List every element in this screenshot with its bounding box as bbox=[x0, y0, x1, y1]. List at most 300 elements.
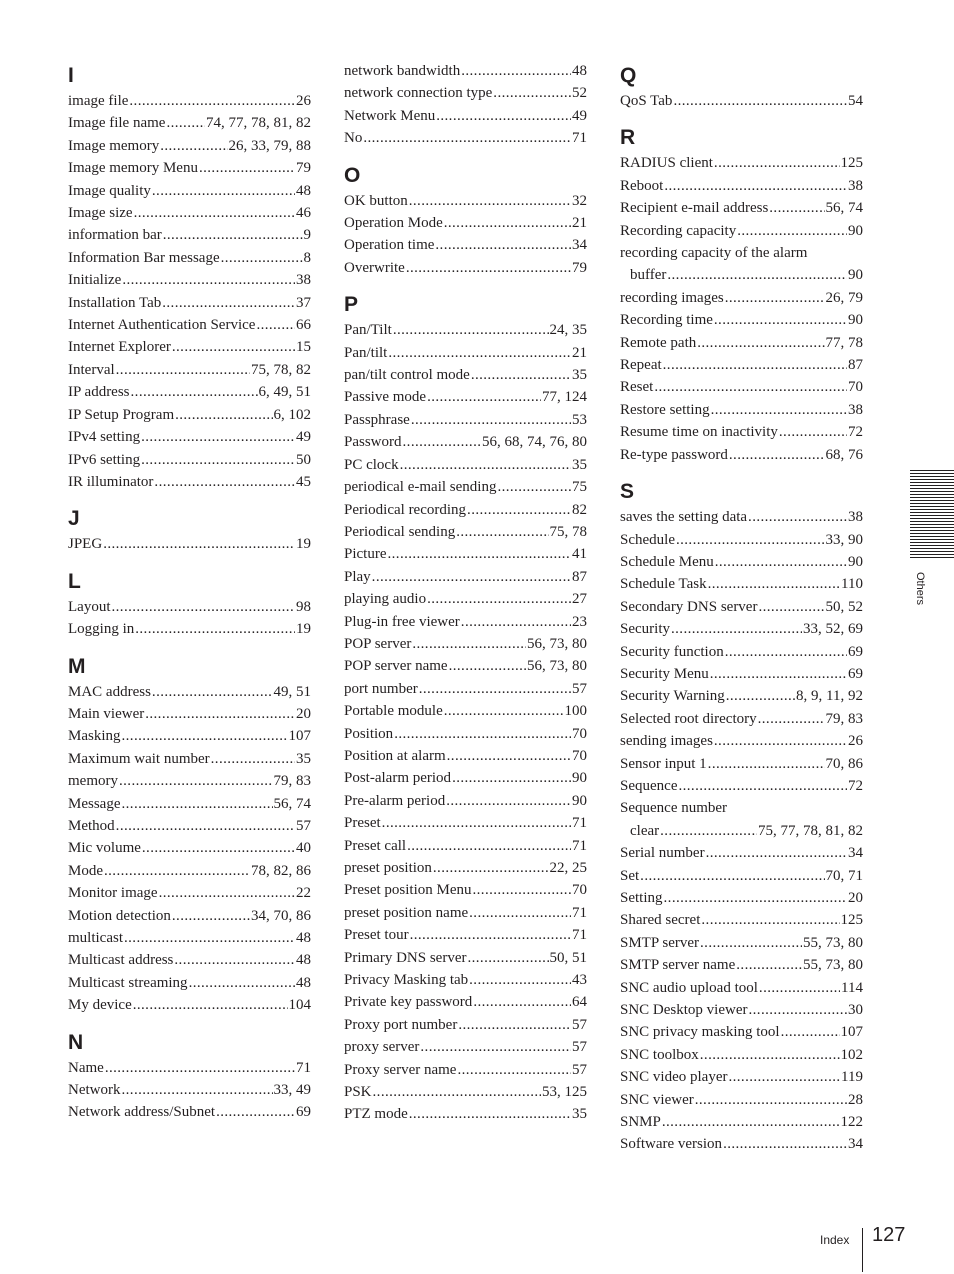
index-entry bbox=[620, 932, 863, 954]
index-entry-pages: 70 bbox=[572, 882, 587, 899]
section-letter: S bbox=[620, 480, 635, 504]
index-entry bbox=[344, 431, 587, 453]
index-entry bbox=[68, 449, 311, 471]
dot-leader bbox=[467, 947, 548, 969]
index-entry-term: Layout bbox=[68, 598, 111, 615]
index-column-1 bbox=[68, 60, 311, 1132]
dot-leader bbox=[736, 954, 802, 976]
index-section bbox=[620, 64, 863, 120]
index-entry-term: Reset bbox=[620, 379, 654, 396]
index-entry bbox=[68, 837, 311, 859]
index-entry-pages: 26, 79 bbox=[825, 289, 863, 306]
index-entry-term: QoS Tab bbox=[620, 93, 673, 109]
index-entry bbox=[68, 426, 311, 448]
index-entry bbox=[344, 700, 587, 722]
index-entry bbox=[344, 257, 587, 279]
dot-leader bbox=[469, 969, 571, 991]
index-entry bbox=[344, 1036, 587, 1058]
index-entry-term: recording capacity of the alarm bbox=[620, 245, 808, 262]
index-entry-pages: 22 bbox=[296, 885, 311, 902]
index-entry-pages: 35 bbox=[572, 456, 587, 473]
tab-rule-line bbox=[910, 545, 954, 546]
dot-leader bbox=[163, 224, 303, 246]
dot-leader bbox=[119, 770, 273, 792]
index-entry-term: IP address bbox=[68, 384, 130, 401]
index-entry-pages: 102 bbox=[840, 1046, 863, 1063]
section-spacer bbox=[620, 466, 863, 474]
dot-leader bbox=[131, 381, 258, 403]
index-entry-pages: 23 bbox=[572, 613, 587, 630]
index-entry-term: preset position bbox=[344, 860, 432, 876]
index-entry-term: Recording capacity bbox=[620, 222, 737, 239]
index-entry bbox=[620, 573, 863, 595]
index-entry bbox=[620, 1133, 863, 1155]
tab-rule-line bbox=[910, 539, 954, 540]
dot-leader bbox=[394, 723, 571, 745]
index-entry bbox=[344, 588, 587, 610]
index-entry bbox=[68, 927, 311, 949]
index-entry-term: Proxy server name bbox=[344, 1061, 457, 1078]
index-entry bbox=[344, 947, 587, 969]
index-entry-term: network bandwidth bbox=[344, 63, 461, 79]
index-column-2 bbox=[344, 60, 587, 1134]
index-entry bbox=[620, 663, 863, 685]
section-letter: M bbox=[68, 654, 86, 678]
dot-leader bbox=[152, 180, 295, 202]
index-entry-term: Re-type password bbox=[620, 446, 728, 463]
index-entry-pages: 27 bbox=[572, 591, 587, 608]
dot-leader bbox=[141, 426, 295, 448]
index-entry bbox=[68, 381, 311, 403]
index-entry-pages: 110 bbox=[841, 576, 863, 593]
index-entry-pages: 75, 78, 82 bbox=[251, 361, 311, 378]
index-entry bbox=[344, 835, 587, 857]
index-entry-term: IP Setup Program bbox=[68, 406, 175, 423]
dot-leader bbox=[662, 1111, 840, 1133]
index-entry-pages: 56, 73, 80 bbox=[527, 635, 587, 652]
index-entry-pages: 87 bbox=[572, 568, 587, 585]
dot-leader bbox=[493, 82, 571, 104]
index-entry bbox=[344, 924, 587, 946]
index-entry-pages: 30 bbox=[848, 1002, 863, 1019]
index-entry-pages: 38 bbox=[848, 401, 863, 418]
tab-rule-line bbox=[910, 506, 954, 507]
dot-leader bbox=[363, 127, 571, 149]
section-spacer bbox=[344, 279, 587, 287]
index-entry-term: Pre-alarm period bbox=[344, 792, 446, 809]
index-entry bbox=[68, 618, 311, 640]
section-letter: R bbox=[620, 126, 636, 150]
index-entry bbox=[344, 969, 587, 991]
tab-rule-line bbox=[910, 524, 954, 525]
index-entry-term: information bar bbox=[68, 227, 162, 244]
section-spacer bbox=[620, 112, 863, 120]
dot-leader bbox=[471, 364, 571, 386]
index-entry-term: Preset call bbox=[344, 837, 407, 854]
dot-leader bbox=[406, 257, 571, 279]
tab-rule-line bbox=[910, 554, 954, 555]
index-entry-pages: 79 bbox=[572, 259, 587, 276]
index-entry-term: Position at alarm bbox=[344, 747, 446, 764]
index-entry-pages: 77, 124 bbox=[542, 389, 587, 406]
index-entry-term: SNC privacy masking tool bbox=[620, 1024, 780, 1041]
index-entry-term: Passphrase bbox=[344, 411, 410, 428]
index-entry-term: SNC toolbox bbox=[620, 1046, 699, 1063]
index-entry bbox=[344, 476, 587, 498]
index-entry-term: Preset bbox=[344, 815, 381, 832]
index-entry-term: SNC audio upload tool bbox=[620, 979, 758, 996]
dot-leader bbox=[728, 1066, 840, 1088]
dot-leader bbox=[700, 932, 802, 954]
dot-leader bbox=[695, 1089, 847, 1111]
index-entry-pages: 32 bbox=[572, 192, 587, 209]
index-entry bbox=[620, 685, 863, 707]
dot-leader bbox=[216, 1101, 295, 1123]
dot-leader bbox=[769, 197, 824, 219]
dot-leader bbox=[473, 991, 571, 1013]
index-entry bbox=[344, 1059, 587, 1081]
index-entry-term: sending images bbox=[620, 733, 713, 750]
dot-leader bbox=[664, 175, 847, 197]
index-entry-term: Privacy Masking tab bbox=[344, 972, 469, 989]
index-entry-term: Mic volume bbox=[68, 840, 141, 857]
tab-rule-line bbox=[910, 473, 954, 474]
page-number: 127 bbox=[872, 1224, 906, 1246]
index-entry-pages: 33, 49 bbox=[273, 1082, 311, 1099]
dot-leader bbox=[145, 703, 295, 725]
index-section bbox=[68, 507, 311, 563]
index-entry bbox=[620, 641, 863, 663]
dot-leader bbox=[433, 857, 549, 879]
dot-leader bbox=[172, 336, 295, 358]
index-entry-pages: 78, 82, 86 bbox=[251, 862, 311, 879]
index-entry-pages: 20 bbox=[296, 705, 311, 722]
dot-leader bbox=[427, 386, 541, 408]
index-entry bbox=[68, 972, 311, 994]
index-entry-term: Name bbox=[68, 1059, 104, 1076]
index-entry bbox=[620, 596, 863, 618]
dot-leader bbox=[142, 837, 295, 859]
index-entry-term: Maximum wait number bbox=[68, 750, 210, 767]
index-section bbox=[68, 1031, 311, 1132]
section-spacer bbox=[344, 150, 587, 158]
dot-leader bbox=[654, 376, 847, 398]
index-entry-term: Network bbox=[68, 1082, 121, 1099]
tab-rule-line bbox=[910, 479, 954, 480]
tab-rule-line bbox=[910, 485, 954, 486]
index-section bbox=[344, 60, 587, 158]
tab-rule-line bbox=[910, 530, 954, 531]
dot-leader bbox=[711, 399, 847, 421]
index-entry-pages: 52 bbox=[572, 85, 587, 102]
tab-rule-line bbox=[910, 515, 954, 516]
index-entry-term: Image size bbox=[68, 205, 133, 222]
index-entry bbox=[344, 212, 587, 234]
dot-leader bbox=[749, 999, 848, 1021]
index-entry-term: memory bbox=[68, 773, 118, 790]
index-entry-pages: 6, 49, 51 bbox=[258, 384, 311, 401]
index-entry-term: Recipient e-mail address bbox=[620, 200, 769, 217]
index-entry bbox=[620, 90, 863, 112]
index-entry bbox=[344, 1103, 587, 1125]
index-entry-term: Multicast address bbox=[68, 952, 174, 969]
index-entry-pages: 48 bbox=[296, 930, 311, 946]
index-entry-pages: 40 bbox=[296, 840, 311, 857]
index-entry-pages: 64 bbox=[572, 994, 587, 1011]
index-entry-pages: 74, 77, 78, 81, 82 bbox=[206, 115, 311, 132]
index-entry-pages: 90 bbox=[848, 553, 863, 570]
index-entry-term: Image quality bbox=[68, 182, 151, 199]
index-entry-term: PTZ mode bbox=[344, 1106, 408, 1123]
index-entry-term: Proxy port number bbox=[344, 1016, 458, 1033]
tab-rule-line bbox=[910, 503, 954, 504]
tab-rule-line bbox=[910, 512, 954, 513]
index-entry bbox=[620, 820, 863, 842]
dot-leader bbox=[407, 835, 571, 857]
index-entry-pages: 77, 78 bbox=[825, 334, 863, 351]
dot-leader bbox=[708, 573, 840, 595]
dot-leader bbox=[159, 882, 295, 904]
index-entry-term: Internet Explorer bbox=[68, 339, 171, 356]
index-entry bbox=[620, 999, 863, 1021]
index-entry-pages: 122 bbox=[840, 1114, 863, 1131]
index-entry-pages: 69 bbox=[848, 665, 863, 682]
dot-leader bbox=[411, 409, 571, 431]
index-entry-term: PC clock bbox=[344, 456, 399, 473]
index-entry bbox=[68, 860, 311, 882]
index-entry bbox=[68, 815, 311, 837]
index-entry-pages: 100 bbox=[564, 703, 587, 720]
index-entry-pages: 38 bbox=[296, 272, 311, 289]
section-tab-marker bbox=[910, 470, 954, 560]
dot-leader bbox=[122, 269, 295, 291]
dot-leader bbox=[700, 1044, 840, 1066]
dot-leader bbox=[671, 618, 802, 640]
index-entry-term: Setting bbox=[620, 890, 663, 906]
index-entry-pages: 125 bbox=[840, 155, 863, 172]
index-entry-term: Security function bbox=[620, 643, 724, 660]
index-entry-pages: 71 bbox=[572, 130, 587, 147]
index-entry-pages: 49, 51 bbox=[273, 683, 311, 700]
dot-leader bbox=[122, 725, 288, 747]
index-entry-pages: 90 bbox=[848, 312, 863, 329]
dot-leader bbox=[436, 105, 571, 127]
index-entry bbox=[344, 82, 587, 104]
dot-leader bbox=[175, 404, 272, 426]
index-entry-pages: 46 bbox=[296, 205, 311, 222]
index-entry-pages: 35 bbox=[572, 367, 587, 384]
index-entry-pages: 34 bbox=[572, 237, 587, 254]
dot-leader bbox=[393, 319, 549, 341]
index-entry bbox=[344, 566, 587, 588]
index-entry-pages: 79, 83 bbox=[825, 710, 863, 727]
index-entry-term: Network address/Subnet bbox=[68, 1104, 216, 1121]
dot-leader bbox=[714, 730, 847, 752]
dot-leader bbox=[708, 753, 825, 775]
index-entry-term: Image memory Menu bbox=[68, 160, 198, 177]
index-entry bbox=[620, 730, 863, 752]
index-entry-term: IPv4 setting bbox=[68, 429, 141, 446]
index-entry bbox=[68, 882, 311, 904]
index-entry bbox=[344, 234, 587, 256]
index-entry-pages: 28 bbox=[848, 1091, 863, 1108]
section-spacer bbox=[68, 556, 311, 564]
dot-leader bbox=[725, 287, 825, 309]
index-entry-pages: 79, 83 bbox=[273, 773, 311, 790]
dot-leader bbox=[154, 471, 295, 493]
dot-leader bbox=[135, 618, 295, 640]
index-entry-pages: 71 bbox=[572, 904, 587, 921]
footer-divider bbox=[862, 1228, 863, 1272]
dot-leader bbox=[419, 678, 571, 700]
index-entry-pages: 37 bbox=[296, 294, 311, 311]
index-entry-term: Operation time bbox=[344, 237, 435, 254]
index-entry bbox=[344, 364, 587, 386]
dot-leader bbox=[461, 611, 571, 633]
index-entry bbox=[68, 224, 311, 246]
section-letter: Q bbox=[620, 64, 637, 87]
index-entry bbox=[68, 793, 311, 815]
index-entry-pages: 66 bbox=[296, 317, 311, 334]
dot-leader bbox=[457, 1059, 571, 1081]
index-entry-term: My device bbox=[68, 997, 132, 1014]
index-entry-pages: 35 bbox=[572, 1106, 587, 1123]
section-spacer bbox=[68, 493, 311, 501]
index-entry-term: Information Bar message bbox=[68, 249, 220, 266]
index-entry-pages: 8, 9, 11, 92 bbox=[796, 688, 863, 705]
index-entry-pages: 50, 52 bbox=[825, 598, 863, 615]
tab-rule-line bbox=[910, 476, 954, 477]
dot-leader bbox=[116, 815, 295, 837]
index-entry bbox=[68, 314, 311, 336]
index-entry-pages: 90 bbox=[848, 267, 863, 284]
index-entry bbox=[68, 1101, 311, 1123]
index-entry-term: Sensor input 1 bbox=[620, 755, 707, 772]
index-entry bbox=[344, 655, 587, 677]
index-entry-pages: 56, 74 bbox=[825, 200, 863, 217]
index-entry-term: Play bbox=[344, 568, 371, 585]
dot-leader bbox=[664, 887, 847, 909]
index-entry bbox=[620, 909, 863, 931]
index-entry bbox=[344, 127, 587, 149]
index-entry-term: Image file name bbox=[68, 115, 166, 132]
index-entry-term: Network Menu bbox=[344, 107, 436, 124]
dot-leader bbox=[372, 566, 571, 588]
index-entry-pages: 24, 35 bbox=[549, 322, 587, 339]
index-entry-pages: 107 bbox=[840, 1024, 863, 1041]
index-entry-term: POP server name bbox=[344, 658, 448, 675]
index-entry-pages: 6, 102 bbox=[273, 406, 311, 423]
index-entry-pages: 104 bbox=[288, 997, 311, 1014]
dot-leader bbox=[758, 708, 825, 730]
index-entry bbox=[344, 409, 587, 431]
index-entry-pages: 75, 78 bbox=[549, 523, 587, 540]
dot-leader bbox=[160, 135, 227, 157]
index-entry-pages: 57 bbox=[572, 680, 587, 697]
index-entry bbox=[620, 977, 863, 999]
index-entry bbox=[620, 954, 863, 976]
index-entry bbox=[620, 220, 863, 242]
index-entry-term: Secondary DNS server bbox=[620, 598, 758, 615]
index-entry-pages: 57 bbox=[572, 1039, 587, 1056]
index-entry-pages: 26 bbox=[848, 733, 863, 750]
index-entry-pages: 41 bbox=[572, 546, 587, 563]
index-entry bbox=[344, 857, 587, 879]
index-entry-pages: 69 bbox=[296, 1104, 311, 1121]
index-entry-term: Preset tour bbox=[344, 927, 409, 944]
dot-leader bbox=[759, 977, 840, 999]
index-entry-pages: 49 bbox=[296, 429, 311, 446]
index-entry-term: multicast bbox=[68, 930, 123, 946]
index-entry-term: Repeat bbox=[620, 357, 662, 374]
index-entry-term: Monitor image bbox=[68, 885, 158, 902]
dot-leader bbox=[166, 112, 205, 134]
index-entry-term: RADIUS client bbox=[620, 155, 713, 172]
dot-leader bbox=[105, 1057, 295, 1079]
index-entry-pages: 33, 52, 69 bbox=[803, 621, 863, 638]
section-letter: I bbox=[68, 64, 74, 87]
index-entry bbox=[620, 152, 863, 174]
dot-leader bbox=[737, 220, 847, 242]
index-entry-pages: 69 bbox=[848, 643, 863, 660]
dot-leader bbox=[373, 1081, 541, 1103]
index-section bbox=[620, 480, 863, 1164]
index-entry-term-continued: buffer bbox=[630, 267, 667, 284]
dot-leader bbox=[444, 700, 564, 722]
index-entry bbox=[620, 354, 863, 376]
index-entry bbox=[344, 790, 587, 812]
index-entry-term: Logging in bbox=[68, 621, 135, 638]
dot-leader bbox=[461, 60, 571, 82]
index-entry-term: Restore setting bbox=[620, 401, 710, 418]
dot-leader bbox=[676, 529, 825, 551]
dot-leader bbox=[456, 521, 548, 543]
index-entry bbox=[344, 521, 587, 543]
index-entry-term: IPv6 setting bbox=[68, 451, 141, 468]
dot-leader bbox=[667, 264, 847, 286]
dot-leader bbox=[497, 476, 571, 498]
tab-rule-line bbox=[910, 518, 954, 519]
index-entry-term: Internet Authentication Service bbox=[68, 317, 256, 334]
section-letter: L bbox=[68, 569, 81, 593]
index-entry-pages: 70 bbox=[848, 379, 863, 396]
index-entry-term: Set bbox=[620, 867, 640, 884]
index-entry bbox=[68, 404, 311, 426]
index-entry-pages: 57 bbox=[572, 1016, 587, 1033]
index-entry bbox=[620, 887, 863, 909]
index-entry-pages: 55, 73, 80 bbox=[803, 934, 863, 951]
index-entry bbox=[620, 332, 863, 354]
dot-leader bbox=[663, 354, 847, 376]
tab-rule-line bbox=[910, 551, 954, 552]
index-entry-term: JPEG bbox=[68, 536, 103, 553]
dot-leader bbox=[172, 905, 250, 927]
tab-rule-line bbox=[910, 488, 954, 489]
index-entry bbox=[620, 865, 863, 887]
index-entry-pages: 53, 125 bbox=[542, 1084, 587, 1101]
index-entry bbox=[68, 770, 311, 792]
index-entry bbox=[620, 842, 863, 864]
index-entry-pages: 34 bbox=[848, 1136, 863, 1153]
index-entry bbox=[68, 269, 311, 291]
index-section bbox=[344, 164, 587, 288]
dot-leader bbox=[388, 342, 571, 364]
index-entry bbox=[344, 812, 587, 834]
index-entry bbox=[68, 112, 311, 134]
dot-leader bbox=[409, 1103, 571, 1125]
dot-leader bbox=[211, 748, 295, 770]
index-entry-pages: 54 bbox=[848, 93, 863, 109]
